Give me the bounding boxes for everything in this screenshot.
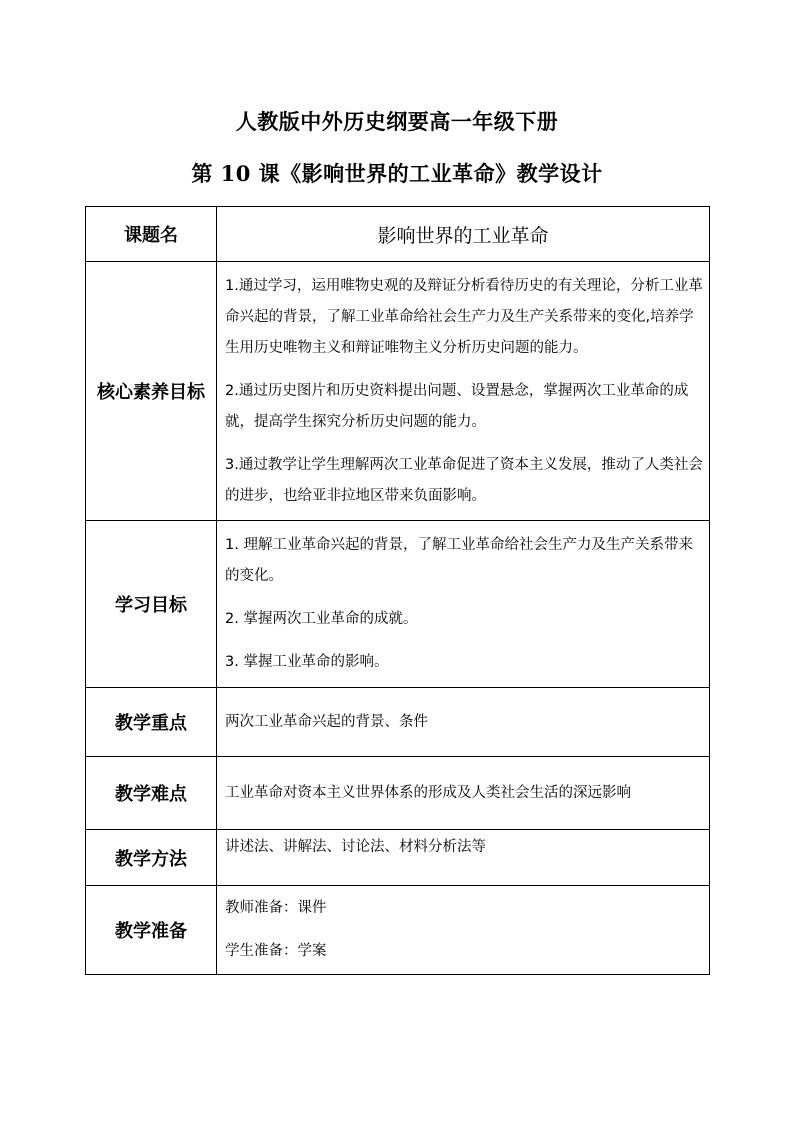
row-label-difficulties: 教学难点 xyxy=(86,757,217,830)
difficulties-content xyxy=(217,757,710,830)
methods-text: 讲述法、讲解法、讨论法、材料分析法等 xyxy=(225,839,486,855)
lesson-title: 第 10 课《影响世界的工业革命》教学设计 xyxy=(191,161,603,186)
table-row-difficulties xyxy=(86,757,710,830)
learning-goals-content xyxy=(217,521,710,688)
preparation-item: 学生准备：学案 xyxy=(225,943,327,959)
core-literacy-item: 3.通过教学让学生理解两次工业革命促进了资本主义发展，推动了人类社会的进步，也给亚非拉地区带来负面影响。 xyxy=(225,456,703,504)
key-points-content xyxy=(217,688,710,757)
methods-content xyxy=(217,830,710,886)
core-literacy-content xyxy=(217,262,710,521)
row-label-preparation: 教学准备 xyxy=(86,886,217,975)
core-literacy-item: 1.通过学习，运用唯物史观的及辩证分析看待历史的有关理论，分析工业革命兴起的背景，了解工业革命给社会生产力及生产关系带来的变化,培养学生用历史唯物主义和辩证唯物主义分析历史问题的能力。 xyxy=(225,277,703,356)
row-label-key-points: 教学重点 xyxy=(86,688,217,757)
table-row-key-points xyxy=(86,688,710,757)
difficulties-text: 工业革命对资本主义世界体系的形成及人类社会生活的深远影响 xyxy=(225,784,631,801)
learning-goal-item: 3. 掌握工业革命的影响。 xyxy=(225,654,389,670)
learning-goal-item: 1. 理解工业革命兴起的背景，了解工业革命给社会生产力及生产关系带来的变化。 xyxy=(225,537,693,584)
table-row-preparation xyxy=(86,886,710,975)
document-title: 人教版中外历史纲要高一年级下册 xyxy=(235,109,559,134)
table-row-methods xyxy=(86,830,710,886)
table-row-topic xyxy=(86,207,710,262)
table-row-learning-goals xyxy=(86,521,710,688)
row-label-methods: 教学方法 xyxy=(86,830,217,886)
preparation-content xyxy=(217,886,710,975)
row-label-learning-goals: 学习目标 xyxy=(86,521,217,688)
row-label-core-literacy: 核心素养目标 xyxy=(86,262,217,521)
preparation-item: 教师准备：课件 xyxy=(225,900,327,916)
learning-goal-item: 2. 掌握两次工业革命的成就。 xyxy=(225,611,418,627)
row-label-topic: 课题名 xyxy=(86,207,217,262)
table-row-core-literacy xyxy=(86,262,710,521)
topic-name: 影响世界的工业革命 xyxy=(217,207,710,262)
lesson-plan-table xyxy=(85,206,710,975)
key-points-text: 两次工业革命兴起的背景、条件 xyxy=(225,713,428,730)
core-literacy-item: 2.通过历史图片和历史资料提出问题、设置悬念，掌握两次工业革命的成就，提高学生探究分析历史问题的能力。 xyxy=(225,382,689,430)
